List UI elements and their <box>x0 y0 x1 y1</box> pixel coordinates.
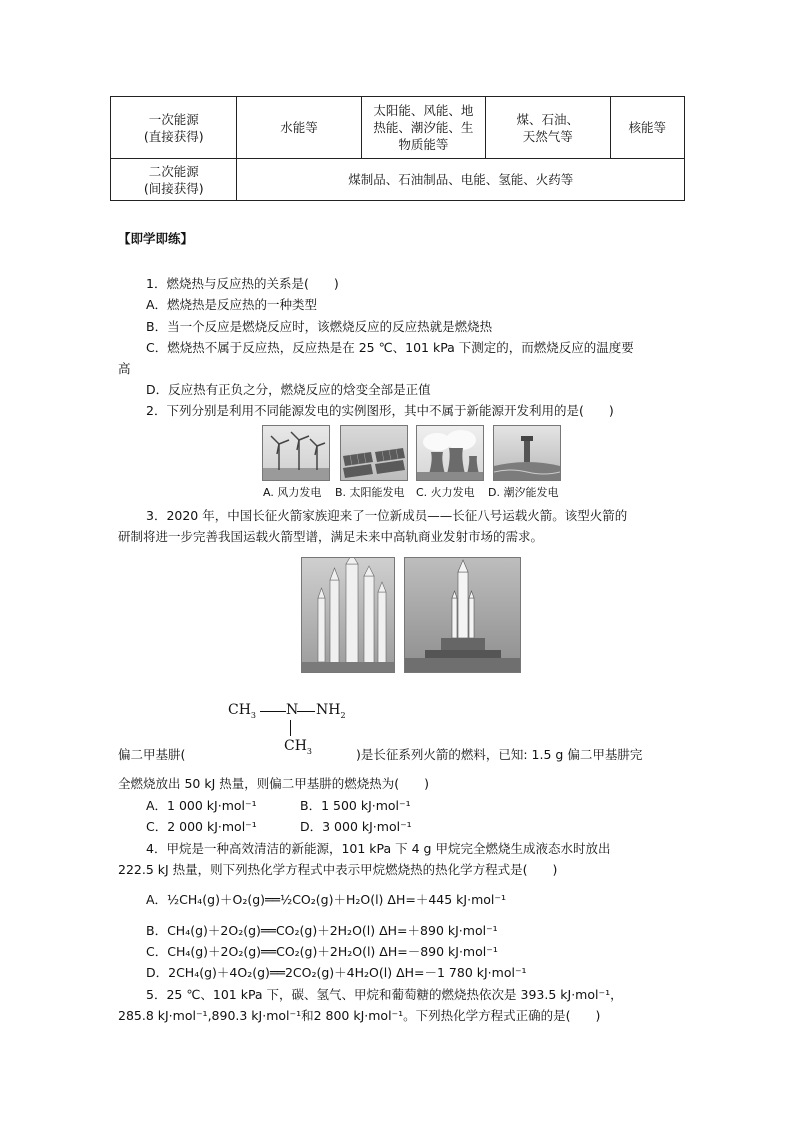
q1-option-c: C．燃烧热不属于反应热，反应热是在 25 ℃、101 kPa 下测定的，而燃烧反应的温度要 <box>146 340 634 355</box>
q4-line1: 4．甲烷是一种高效清洁的新能源，101 kPa 下 4 g 甲烷完全燃烧生成液态水时放出 <box>146 841 611 856</box>
q4-option-b: B．CH₄(g)＋2O₂(g)══CO₂(g)＋2H₂O(l) ΔH=＋890 kJ·mol⁻¹ <box>146 923 498 938</box>
caption-tidal: D. 潮汐能发电 <box>488 486 559 499</box>
rocket-models-image <box>301 557 395 673</box>
q1-option-a: A．燃烧热是反应热的一种类型 <box>146 297 318 312</box>
table-row <box>111 97 685 159</box>
q3-option-c: C．2 000 kJ·mol⁻¹ <box>146 819 257 834</box>
q1-option-b: B．当一个反应是燃烧反应时，该燃烧反应的反应热就是燃烧热 <box>146 319 493 334</box>
solar-power-image <box>340 425 408 481</box>
q1-option-c-cont: 高 <box>118 361 131 376</box>
q4-option-c: C．CH₄(g)＋2O₂(g)══CO₂(g)＋2H₂O(l) ΔH=－890 kJ·mol⁻¹ <box>146 944 498 959</box>
cooling-tower-icon <box>417 426 483 480</box>
q4-option-d: D．2CH₄(g)＋4O₂(g)══2CO₂(g)＋4H₂O(l) ΔH=－1 780 kJ·mol⁻¹ <box>146 965 527 980</box>
q4-line2: 222.5 kJ 热量，则下列热化学方程式中表示甲烷燃烧热的热化学方程式是( ) <box>118 862 558 877</box>
energy-classification-table <box>110 96 685 201</box>
q3-line1: 3．2020 年，中国长征火箭家族迎来了一位新成员——长征八号运载火箭。该型火箭的 <box>146 508 628 523</box>
formula-bond-right <box>297 711 315 712</box>
q3-stem-start: 偏二甲基肼( <box>118 747 186 762</box>
formula-ch3-bottom: $CH_3$ <box>284 738 313 756</box>
tidal-power-image <box>493 425 561 481</box>
primary-fossil-cell: 煤、石油、 天然气等 <box>486 97 610 159</box>
q5-line1: 5．25 ℃、101 kPa 下，碳、氢气、甲烷和葡萄糖的燃烧热依次是 393.5 kJ·mol⁻¹， <box>146 987 623 1002</box>
secondary-items-cell: 煤制品、石油制品、电能、氢能、火药等 <box>237 159 685 201</box>
q3-line4: 全燃烧放出 50 kJ 热量，则偏二甲基肼的燃烧热为( ) <box>118 776 430 791</box>
q3-line2: 研制将进一步完善我国运载火箭型谱，满足未来中高轨商业发射市场的需求。 <box>118 529 544 544</box>
primary-renewable-cell: 太阳能、风能、地 热能、潮汐能、生 物质能等 <box>361 97 485 159</box>
caption-solar: B. 太阳能发电 <box>335 486 405 499</box>
q3-option-b: B．1 500 kJ·mol⁻¹ <box>300 798 411 813</box>
formula-bond-left <box>260 711 286 712</box>
solar-panel-icon <box>341 426 407 480</box>
table-row <box>111 159 685 201</box>
wind-turbine-icon <box>263 426 329 480</box>
primary-nuclear-cell: 核能等 <box>610 97 684 159</box>
primary-energy-label: 一次能源 (直接获得) <box>111 97 237 159</box>
caption-thermal: C. 火力发电 <box>416 486 475 499</box>
q5-line2: 285.8 kJ·mol⁻¹,890.3 kJ·mol⁻¹和2 800 kJ·mol⁻¹。下列热化学方程式正确的是( ) <box>118 1008 601 1023</box>
q1-option-d: D．反应热有正负之分，燃烧反应的焓变全部是正值 <box>146 382 431 397</box>
wind-power-image <box>262 425 330 481</box>
q3-option-d: D．3 000 kJ·mol⁻¹ <box>300 819 412 834</box>
section-title: 【即学即练】 <box>118 231 194 246</box>
caption-wind: A. 风力发电 <box>263 486 322 499</box>
formula-nh2: $NH_2$ <box>316 702 346 720</box>
primary-water-cell: 水能等 <box>237 97 361 159</box>
q1-stem: 1．燃烧热与反应热的关系是( ) <box>146 276 339 291</box>
q3-stem-end: )是长征系列火箭的燃料，已知: 1.5 g 偏二甲基肼完 <box>356 747 643 762</box>
formula-ch3-left: $CH_3$ <box>228 702 257 720</box>
launch-rocket-icon <box>405 558 520 672</box>
launch-pad-image <box>404 557 521 673</box>
rocket-icon <box>302 558 394 672</box>
formula-nitrogen: N <box>286 702 299 718</box>
q2-stem: 2．下列分别是利用不同能源发电的实例图形，其中不属于新能源开发利用的是( ) <box>146 403 614 418</box>
secondary-energy-label: 二次能源 (间接获得) <box>111 159 237 201</box>
q4-option-a: A．½CH₄(g)＋O₂(g)══½CO₂(g)＋H₂O(l) ΔH=＋445 kJ·mol⁻¹ <box>146 892 506 907</box>
thermal-power-image <box>416 425 484 481</box>
formula-bond-down <box>290 720 291 736</box>
q3-option-a: A．1 000 kJ·mol⁻¹ <box>146 798 257 813</box>
tidal-station-icon <box>494 426 560 480</box>
